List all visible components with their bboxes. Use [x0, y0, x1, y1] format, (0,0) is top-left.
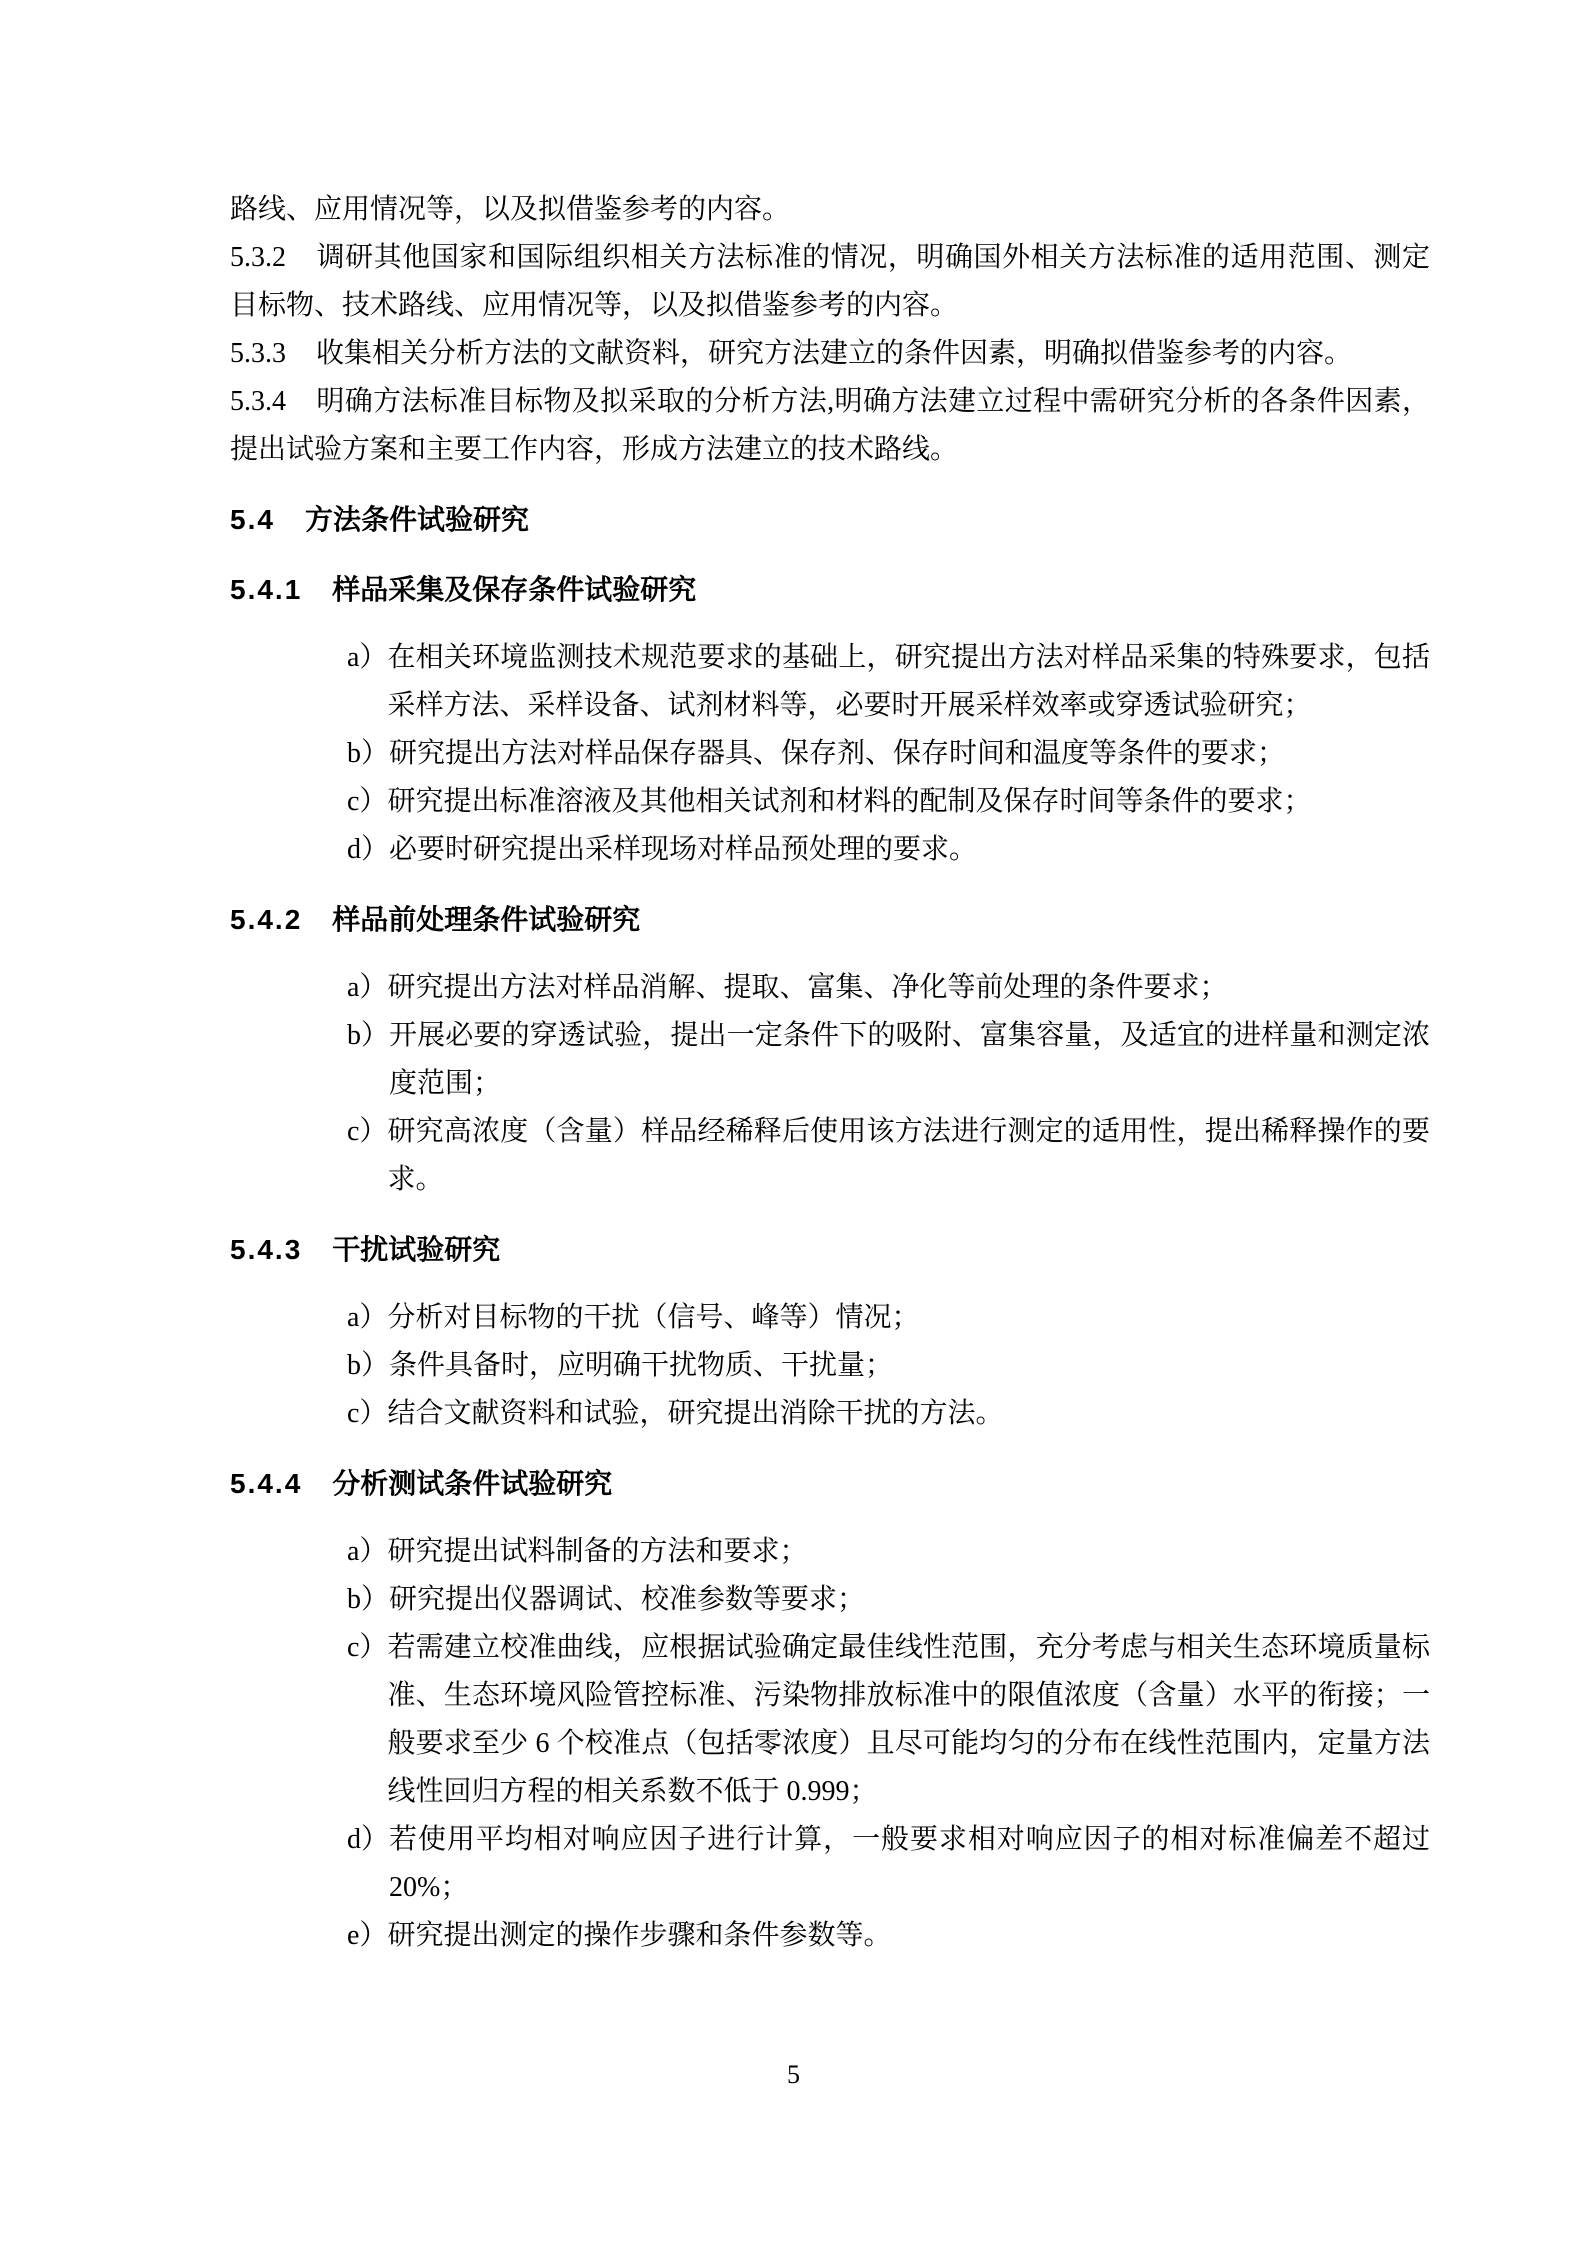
list-item — [347, 1624, 1430, 1816]
list-item-marker: c） — [347, 1398, 388, 1429]
clause-title: 分析测试条件试验研究 — [332, 1468, 613, 1499]
list-item-marker: c） — [347, 786, 388, 817]
clause-heading — [230, 1460, 1430, 1508]
page-number: 5 — [787, 2060, 800, 2089]
clause-number: 5.4.3 — [230, 1234, 303, 1265]
list-item-marker: b） — [347, 738, 390, 769]
paragraph — [230, 330, 1430, 378]
list-item-text: 研究高浓度（含量）样品经稀释后使用该方法进行测定的适用性，提出稀释操作的要求。 — [387, 1116, 1430, 1195]
list-item — [347, 1576, 1430, 1624]
list-item-text: 若需建立校准曲线，应根据试验确定最佳线性范围，充分考虑与相关生态环境质量标准、生态环境风险管控标准、污染物排放标准中的限值浓度（含量）水平的衔接；一般要求至少 6 个校准点（包括零浓度）且尽可能均匀的分布在线性范围内，定量方法线性回归方程的相关系数不低于 0.999； — [387, 1632, 1430, 1807]
list-item-text: 研究提出方法对样品消解、提取、富集、净化等前处理的条件要求； — [387, 972, 1228, 1003]
list-item-text: 必要时研究提出采样现场对样品预处理的要求。 — [389, 834, 978, 865]
list-item-text: 研究提出方法对样品保存器具、保存剂、保存时间和温度等条件的要求； — [389, 738, 1286, 769]
list-item — [347, 634, 1430, 730]
clause-number: 5.3.4 — [230, 386, 286, 417]
clause-list — [230, 1528, 1430, 1960]
list-item — [347, 1294, 1430, 1342]
list-item — [347, 778, 1430, 826]
list-item-marker: a） — [347, 1302, 388, 1333]
list-item-marker: c） — [347, 1632, 388, 1663]
clause-number: 5.4 — [230, 504, 275, 535]
clause-number: 5.4.4 — [230, 1468, 303, 1499]
clause-number: 5.4.2 — [230, 904, 303, 935]
clause-number: 5.3.3 — [230, 338, 286, 369]
list-item-text: 研究提出测定的操作步骤和条件参数等。 — [387, 1920, 892, 1951]
list-item-text: 若使用平均相对响应因子进行计算，一般要求相对响应因子的相对标准偏差不超过 20%； — [389, 1824, 1430, 1903]
clause-list — [230, 1294, 1430, 1438]
paragraph-text: 调研其他国家和国际组织相关方法标准的情况，明确国外相关方法标准的适用范围、测定目标物、技术路线、应用情况等，以及拟借鉴参考的内容。 — [230, 242, 1430, 321]
document-content — [230, 186, 1430, 1960]
clause-heading — [230, 1226, 1430, 1274]
list-item-text: 分析对目标物的干扰（信号、峰等）情况； — [387, 1302, 920, 1333]
list-item — [347, 1108, 1430, 1204]
list-item-text: 在相关环境监测技术规范要求的基础上，研究提出方法对样品采集的特殊要求，包括采样方法、采样设备、试剂材料等，必要时开展采样效率或穿透试验研究； — [387, 642, 1430, 721]
list-item-marker: b） — [347, 1584, 390, 1615]
paragraph-text: 明确方法标准目标物及拟采取的分析方法,明确方法建立过程中需研究分析的各条件因素，提出试验方案和主要工作内容，形成方法建立的技术路线。 — [230, 386, 1430, 465]
list-item — [347, 826, 1430, 874]
list-item-marker: b） — [347, 1350, 390, 1381]
clause-list — [230, 634, 1430, 874]
list-item — [347, 1912, 1430, 1960]
list-item-text: 研究提出标准溶液及其他相关试剂和材料的配制及保存时间等条件的要求； — [387, 786, 1312, 817]
list-item-marker: c） — [347, 1116, 388, 1147]
clause-number: 5.3.2 — [230, 242, 286, 273]
clause-title: 样品前处理条件试验研究 — [332, 904, 641, 935]
clause-title: 方法条件试验研究 — [304, 504, 529, 535]
clause-number: 5.4.1 — [230, 574, 303, 605]
list-item-marker: d） — [347, 834, 390, 865]
list-item-text: 结合文献资料和试验，研究提出消除干扰的方法。 — [387, 1398, 1004, 1429]
paragraph — [230, 186, 1430, 234]
list-item — [347, 1390, 1430, 1438]
list-item-marker: a） — [347, 972, 388, 1003]
list-item — [347, 964, 1430, 1012]
list-item-text: 研究提出仪器调试、校准参数等要求； — [389, 1584, 866, 1615]
paragraph — [230, 234, 1430, 330]
list-item-text: 开展必要的穿透试验，提出一定条件下的吸附、富集容量，及适宜的进样量和测定浓度范围； — [389, 1020, 1430, 1099]
list-item — [347, 1342, 1430, 1390]
clause-title: 样品采集及保存条件试验研究 — [332, 574, 697, 605]
list-item — [347, 730, 1430, 778]
list-item-marker: a） — [347, 1536, 388, 1567]
list-item-marker: b） — [347, 1020, 390, 1051]
clause-heading — [230, 896, 1430, 944]
clause-heading — [230, 566, 1430, 614]
paragraph-text: 路线、应用情况等，以及拟借鉴参考的内容。 — [230, 194, 791, 225]
list-item — [347, 1012, 1430, 1108]
clause-list — [230, 964, 1430, 1204]
list-item-marker: a） — [347, 642, 388, 673]
paragraph — [230, 378, 1430, 474]
paragraph-text: 收集相关分析方法的文献资料，研究方法建立的条件因素，明确拟借鉴参考的内容。 — [316, 338, 1353, 369]
list-item — [347, 1816, 1430, 1912]
list-item — [347, 1528, 1430, 1576]
clause-title: 干扰试验研究 — [332, 1234, 501, 1265]
list-item-text: 研究提出试料制备的方法和要求； — [387, 1536, 808, 1567]
list-item-marker: e） — [347, 1920, 388, 1951]
list-item-marker: d） — [347, 1824, 390, 1855]
clause-heading — [230, 496, 1430, 544]
list-item-text: 条件具备时，应明确干扰物质、干扰量； — [389, 1350, 894, 1381]
